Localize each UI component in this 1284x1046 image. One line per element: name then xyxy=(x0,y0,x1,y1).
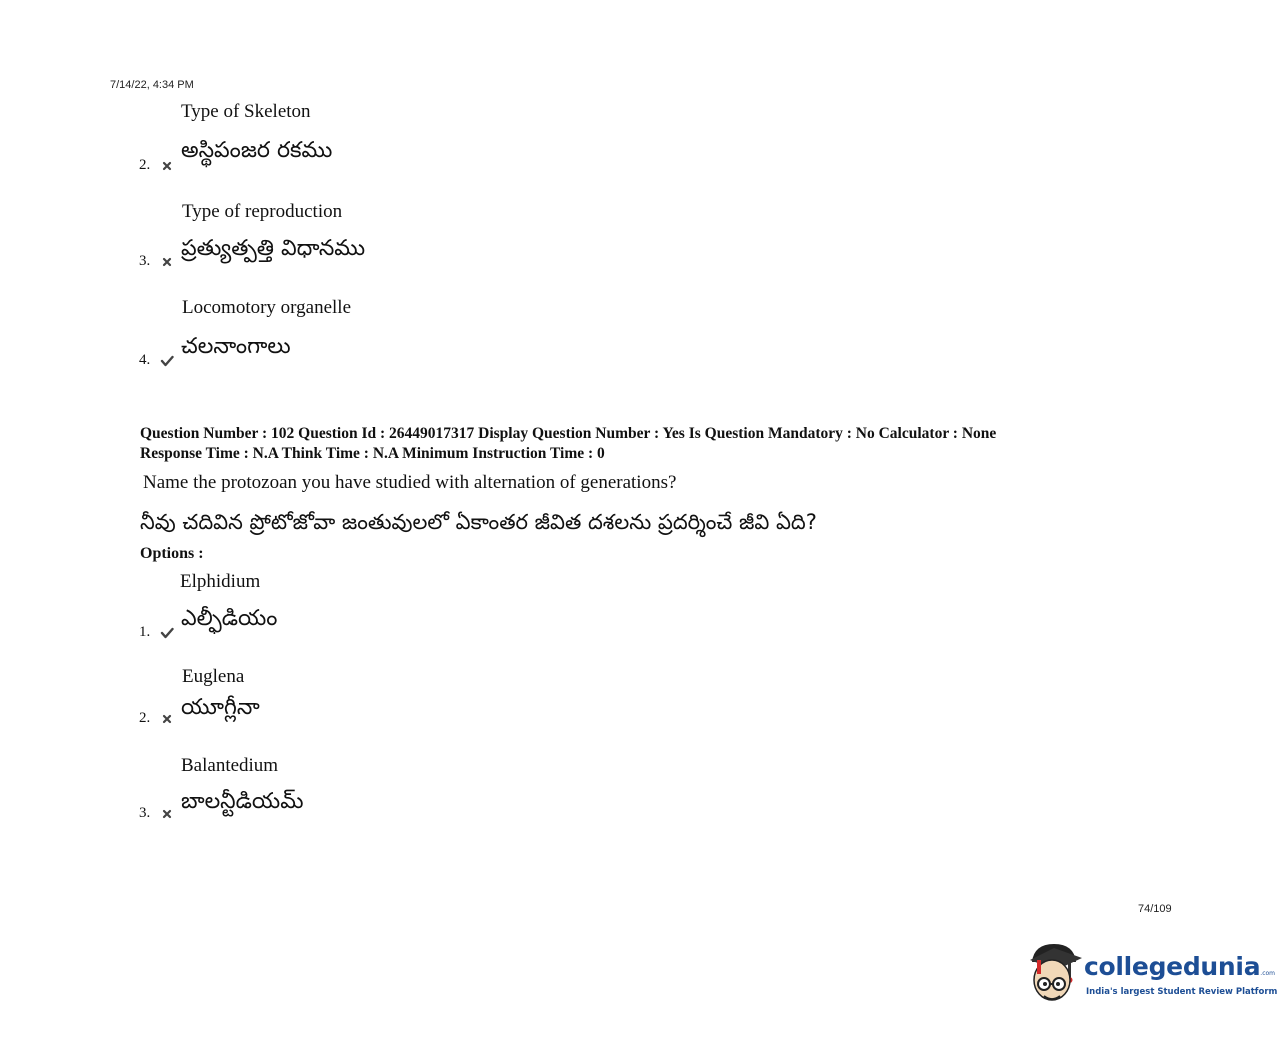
page-number: 74/109 xyxy=(1138,903,1172,915)
option-number: 3. xyxy=(139,253,151,269)
option-english: Elphidium xyxy=(180,571,261,592)
option-number-row xyxy=(139,805,174,822)
brand-tagline: India's largest Student Review Platform xyxy=(1086,987,1278,997)
option-number: 2. xyxy=(139,157,151,173)
option-english: Type of reproduction xyxy=(182,201,343,222)
mascot-icon xyxy=(1024,938,1088,1010)
option-telugu: అస్థిపంజర రకము xyxy=(181,138,333,163)
cross-mark-icon xyxy=(160,256,174,268)
option-telugu: యూగ్లీనా xyxy=(181,695,260,720)
option-english: Balantedium xyxy=(181,755,279,776)
question-text-telugu: నీవు చదివిన ప్రోటోజోవా జంతువులలో ఏకాంతర జీవిత దశలను ప్రదర్శించే జీవి ఏది? xyxy=(140,510,817,534)
check-mark-icon xyxy=(160,627,174,639)
print-timestamp: 7/14/22, 4:34 PM xyxy=(110,79,194,91)
option-number: 4. xyxy=(139,352,151,368)
option-telugu: చలనాంగాలు xyxy=(181,334,291,359)
option-number-row xyxy=(139,710,174,727)
option-english: Euglena xyxy=(182,666,245,687)
option-telugu: ప్రత్యుత్పత్తి విధానము xyxy=(181,236,366,261)
question-meta-line2: Response Time : N.A Think Time : N.A Minimum Instruction Time : 0 xyxy=(140,445,605,462)
collegedunia-logo xyxy=(1024,938,1278,1010)
option-telugu: ఎల్ఫీడియం xyxy=(181,606,278,631)
options-label: Options : xyxy=(140,545,204,562)
option-number-row xyxy=(139,253,174,270)
option-number-row xyxy=(139,352,174,369)
cross-mark-icon xyxy=(160,808,174,820)
option-number: 2. xyxy=(139,710,151,726)
brand-name: collegedunia xyxy=(1084,952,1261,981)
question-text-english: Name the protozoan you have studied with alternation of generations? xyxy=(143,472,677,493)
cross-mark-icon xyxy=(160,713,174,725)
brand-wordmark xyxy=(1084,952,1275,981)
option-number-row xyxy=(139,624,174,641)
option-english: Type of Skeleton xyxy=(181,101,311,122)
option-telugu: బాలన్టీడియమ్ xyxy=(181,789,304,814)
option-number-row xyxy=(139,157,174,174)
question-meta-line1: Question Number : 102 Question Id : 26449017317 Display Question Number : Yes Is Question Mandatory : No Calculator : None xyxy=(140,425,997,442)
option-english: Locomotory organelle xyxy=(182,297,352,318)
option-number: 1. xyxy=(139,624,151,640)
check-mark-icon xyxy=(160,355,174,367)
option-number: 3. xyxy=(139,805,151,821)
brand-suffix: .com xyxy=(1260,970,1276,977)
cross-mark-icon xyxy=(160,160,174,172)
